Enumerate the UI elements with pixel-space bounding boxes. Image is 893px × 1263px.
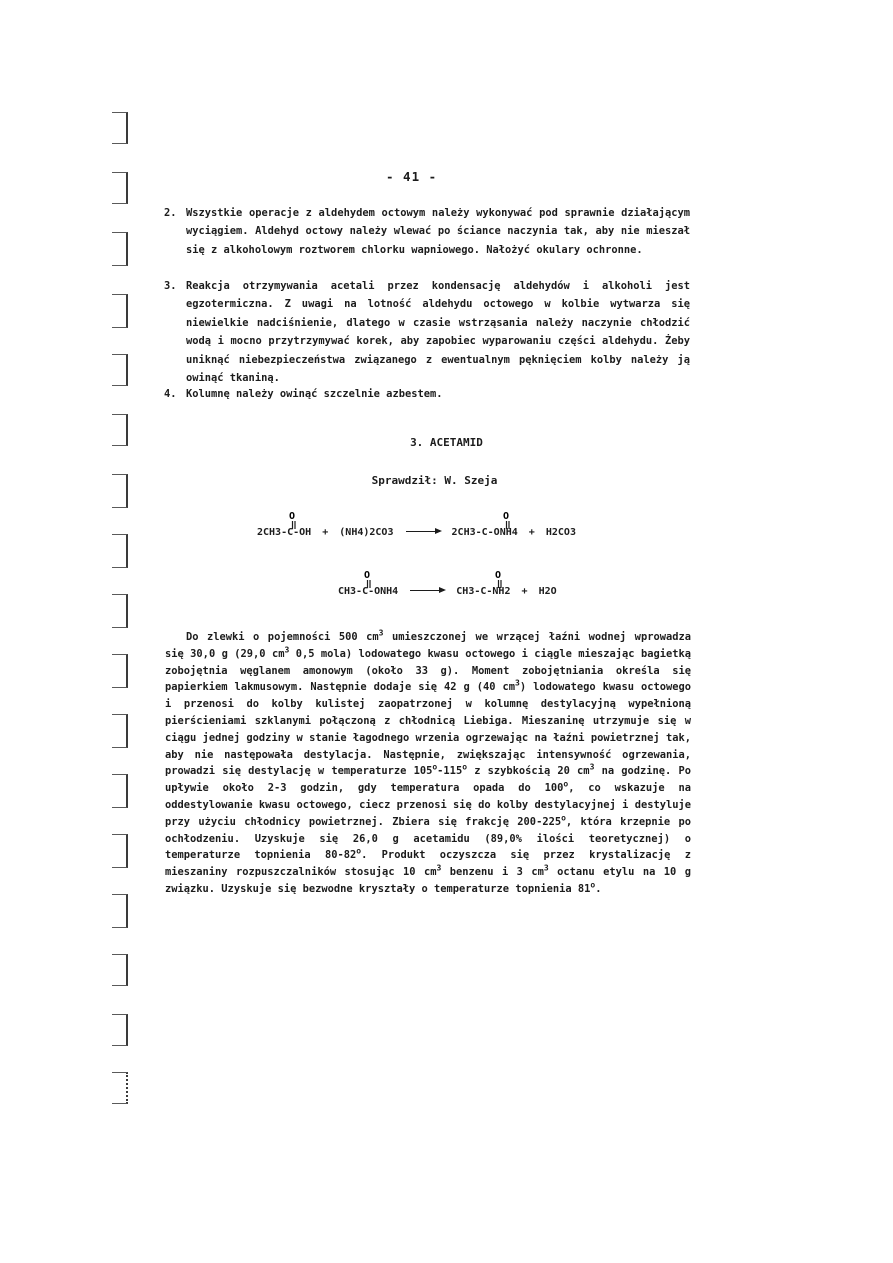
procedure-paragraph: Do zlewki o pojemności 500 $cm^3$ umieszczonej we wrzącej łaźni wodnej wprowadza się 30,0 g (29,0 $cm^3$ 0,5 mola) lodowatego kwasu octowego i ciągle mieszając bagietką zobojętnia węglanem amonowym (około 33 g). Moment zobojętniania określa się papierkiem lakmusowym. Następnie dodaje się 42 g (40 $cm^3$) lodowatego kwasu octowego i przenosi do kolby kulistej zaopatrzonej w kolumnę destylacyjną wypełnioną pierścieniami szklanymi połączoną z chłodnicą Liebiga. Mieszaninę utrzymuje się w ciągu jednej godziny w stanie łagodnego wrzenia ogrzewając na łaźni powietrznej tak, aby nie następowała destylacja. Następnie, zwiększając intensywność ogrzewania, prowadzi się destylację w temperaturze 105$^o$-115$^o$ z szybkością 20 $cm^3$ na godzinę. Po upływie około 2-3 godzin, gdy temperatura opada do 100$^o$, co wskazuje na oddestylowanie kwasu octowego, ciecz przenosi się do kolby destylacyjnej i destyluje przy użyciu chłodnicy powietrznej. Zbiera się frakcję 200-225$^o$, która krzepnie po ochłodzeniu. Uzyskuje się 26,0 g acetamidu (89,0% ilości teoretycznej) o temperaturze topnienia 80-82$^o$. Produkt oczyszcza się przez krystalizację z mieszaniny rozpuszczalników stosując 10 $cm^3$ benzenu i 3 $cm^3$ octanu etylu na 10 g związku. Uzyskuje się bezwodne kryształy o temperaturze topnienia 81$^o$. — [165, 628, 692, 895]
carbonyl-oxygen-icon — [494, 568, 506, 590]
reaction-arrow-icon — [410, 590, 444, 591]
binding-mark — [112, 954, 128, 986]
svg-text:O: O — [364, 570, 371, 581]
binding-mark — [112, 1014, 128, 1046]
binding-mark — [112, 834, 128, 868]
note-text: Reakcja otrzymywania acetali przez kondensację aldehydów i alkoholi jest egzotermiczna. Z uwagi na lotność aldehydu octowego w kolbie wytwarza się niewielkie nadciśnienie, dlatego w czasie wstrząsania należy naczynie chłodzić wodą i mocno przytrzymywać korek, aby zapobiec wyparowaniu części aldehydu. Żeby uniknąć niebezpieczeństwa związanego z ewentualnym pęknięciem kolby należy ją owinąć tkaniną. — [186, 280, 690, 385]
binding-mark — [112, 294, 128, 328]
note-text: Wszystkie operacje z aldehydem octowym należy wykonywać pod sprawnie działającym wyciągiem. Aldehyd octowy należy wlewać po ściance naczynia tak, aby nie mieszał się z alkoholowym roztworem chlorku wapniowego. Nałożyć okulary ochronne. — [186, 207, 690, 256]
ammonium-acetate-formula: CH3-C-ONH4 — [338, 586, 399, 597]
note-text: Kolumnę należy owinąć szczelnie azbestem. — [186, 388, 443, 400]
carbonic-acid-formula: H2CO3 — [545, 527, 576, 538]
reaction-equation-1 — [257, 507, 576, 538]
svg-text:O: O — [289, 511, 296, 522]
binding-mark — [112, 354, 128, 386]
binding-mark — [112, 894, 128, 928]
plus-sign: + — [322, 527, 329, 538]
note-number: 4. — [164, 388, 177, 400]
water-formula: H2O — [538, 586, 557, 597]
plus-sign: + — [528, 527, 535, 538]
binding-mark — [112, 1072, 128, 1104]
reaction-arrow-icon — [406, 531, 440, 532]
carbonyl-oxygen-icon — [288, 509, 300, 531]
reaction-equation-2 — [338, 566, 557, 597]
binding-mark — [112, 594, 128, 628]
binding-mark — [112, 112, 128, 144]
section-title: 3. ACETAMID — [410, 436, 483, 449]
note-3 — [164, 277, 690, 387]
carbonyl-oxygen-icon — [363, 568, 375, 590]
page-number: - 41 - — [386, 169, 438, 184]
note-number: 2. — [164, 207, 177, 219]
carbonyl-oxygen-icon — [502, 509, 514, 531]
svg-text:O: O — [495, 570, 502, 581]
binding-mark — [112, 714, 128, 748]
note-number: 3. — [164, 280, 177, 292]
binding-mark — [112, 232, 128, 266]
note-4 — [164, 385, 690, 403]
acetic-acid-formula: 2CH3-C-OH — [257, 527, 312, 538]
binding-mark — [112, 654, 128, 688]
binding-mark — [112, 534, 128, 568]
svg-text:O: O — [503, 511, 510, 522]
plus-sign: + — [521, 586, 528, 597]
binding-mark — [112, 774, 128, 808]
binding-mark — [112, 172, 128, 204]
ammonium-carbonate-formula: (NH4)2CO3 — [339, 527, 394, 538]
checked-by: Sprawdził: W. Szeja — [371, 474, 498, 487]
ammonium-acetate-formula: 2CH3-C-ONH4 — [451, 527, 518, 538]
acetamide-formula: CH3-C-NH2 — [456, 586, 511, 597]
note-2 — [164, 204, 690, 259]
